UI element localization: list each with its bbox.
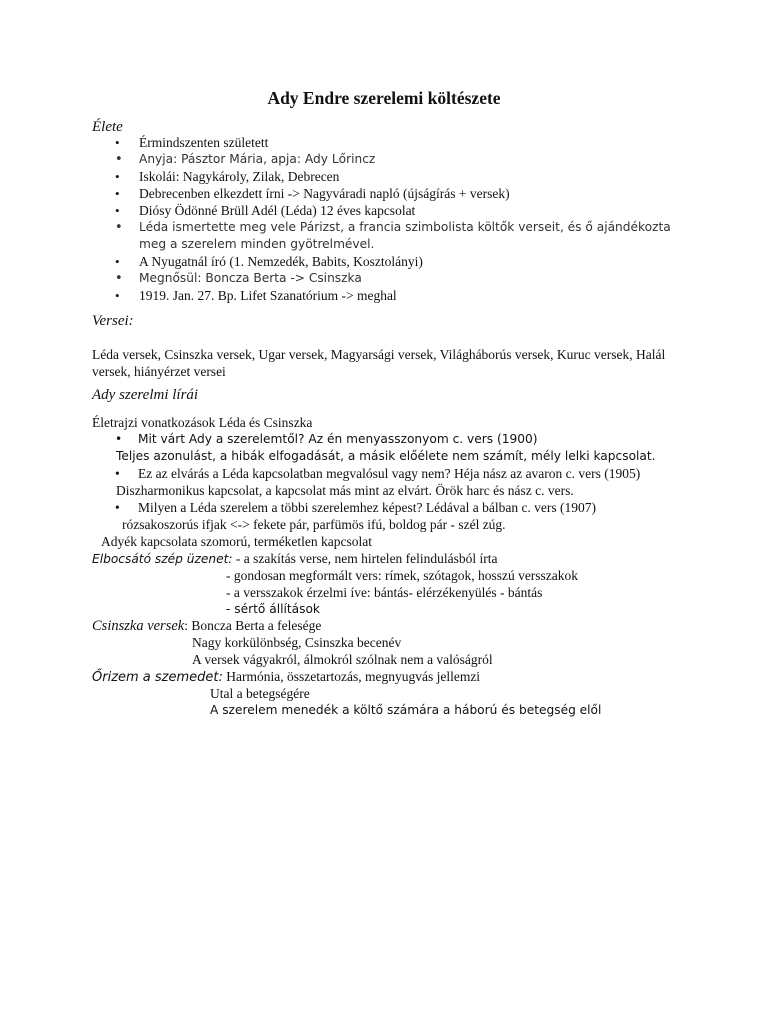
bullet-icon: • bbox=[115, 466, 120, 481]
item-subtext: Adyék kapcsolata szomorú, terméketlen kapcsolat bbox=[101, 534, 373, 549]
elete-list bbox=[92, 134, 682, 304]
orizem-text-1: Harmónia, összetartozás, megnyugvás jellemzi bbox=[222, 669, 481, 684]
list-item bbox=[92, 431, 682, 448]
list-item: • 1919. Jan. 27. Bp. Lifet Szanatórium -> meghal bbox=[92, 287, 682, 304]
elbocsato-line-1 bbox=[92, 550, 498, 568]
list-item: • Anyja: Pásztor Mária, apja: Ady Lőrincz bbox=[92, 151, 682, 168]
item-text-b1: Mit várt Ady a szerelemtől? Az én menyasszonyom c. vers (1900) bbox=[138, 432, 538, 446]
section-heading-versei: Versei: bbox=[92, 313, 134, 329]
item-subtext: Teljes azonulást, a hibák elfogadását, a másik előélete nem számít, mély lelki kapcsolat. bbox=[116, 449, 656, 463]
bullet-icon: • bbox=[115, 500, 120, 515]
elbocsato-line-4: - sértő állítások bbox=[226, 602, 320, 616]
list-item: • Debrecenben elkezdett írni -> Nagyváradi napló (újságírás + versek) bbox=[92, 185, 682, 202]
page-title: Ady Endre szerelemi költészete bbox=[267, 88, 501, 108]
list-item bbox=[92, 499, 682, 516]
orizem-line-3: A szerelem menedék a költő számára a háború és betegség elől bbox=[210, 703, 602, 717]
item-subtext: rózsakoszorús ifjak <-> fekete pár, parfümös ifú, boldog pár - szél zúg. bbox=[122, 517, 506, 532]
elbocsato-line-3: - a versszakok érzelmi íve: bántás- elérzékenyülés - bántás bbox=[226, 585, 543, 600]
list-item: • Diósy Ödönné Brüll Adél (Léda) 12 éves kapcsolat bbox=[92, 202, 682, 219]
csinszka-line-1 bbox=[92, 617, 321, 635]
list-item bbox=[92, 465, 682, 482]
item-text-b2: Ez az elvárás a Léda kapcsolatban megvalósul vagy nem? Héja nász az avaron c. vers (1905) bbox=[138, 466, 641, 481]
list-item: • Iskolái: Nagykároly, Zilak, Debrecen bbox=[92, 168, 682, 185]
item-subtext: Diszharmonikus kapcsolat, a kapcsolat más mint az elvárt. Örök harc és nász c. vers. bbox=[116, 483, 574, 498]
versei-text: Léda versek, Csinszka versek, Ugar versek, Magyarsági versek, Világháborús versek, Kuruc versek, Halál versek, hiányérzet versei bbox=[92, 347, 666, 379]
csinszka-line-3: A versek vágyakról, álmokról szólnak nem a valóságról bbox=[192, 652, 493, 667]
orizem-line-1 bbox=[92, 668, 480, 686]
lirai-intro: Életrajzi vonatkozások Léda és Csinszka bbox=[92, 415, 313, 430]
poem-title-csinszka: Csinszka versek bbox=[92, 618, 185, 634]
poem-title-elbocsato: Elbocsátó szép üzenet: bbox=[92, 552, 233, 566]
elbocsato-line-2: - gondosan megformált vers: rímek, szótagok, hosszú versszakok bbox=[226, 568, 579, 583]
list-item: • A Nyugatnál író (1. Nemzedék, Babits, Kosztolányi) bbox=[92, 253, 682, 270]
csinszka-text-1: : Boncza Berta a felesége bbox=[184, 618, 322, 633]
orizem-line-2: Utal a betegségére bbox=[210, 686, 310, 701]
bullet-icon: • bbox=[115, 432, 123, 446]
elbocsato-text-1: - a szakítás verse, nem hirtelen felindulásból írta bbox=[232, 551, 498, 566]
section-heading-lirai: Ady szerelmi lírái bbox=[92, 387, 199, 403]
section-heading-elete: Élete bbox=[92, 119, 123, 135]
item-text-b3: Milyen a Léda szerelem a többi szerelemhez képest? Lédával a bálban c. vers (1907) bbox=[138, 500, 597, 515]
poem-title-orizem: Őrizem a szemedet: bbox=[92, 670, 223, 685]
list-item: • Léda ismertette meg vele Párizst, a francia szimbolista költők verseit, és ő ajándékozta meg a szerelem minden gyötrelmével. bbox=[92, 219, 682, 253]
list-item: • Érmindszenten született bbox=[92, 134, 682, 151]
list-item: • Megnősül: Boncza Berta -> Csinszka bbox=[92, 270, 682, 287]
csinszka-line-2: Nagy korkülönbség, Csinszka becenév bbox=[192, 635, 402, 650]
